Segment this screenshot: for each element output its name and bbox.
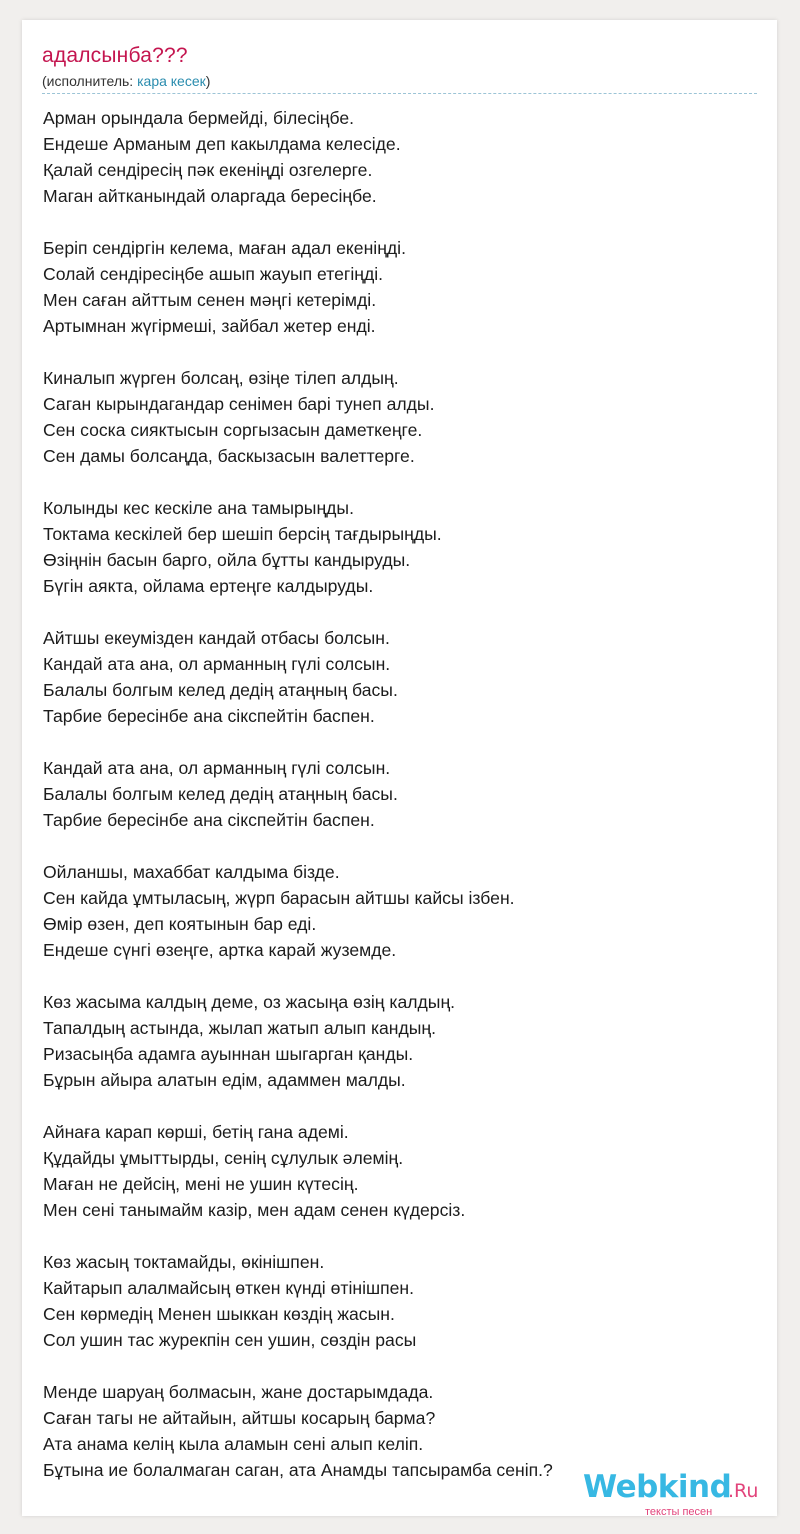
song-title: адалсынба??? [42, 44, 188, 67]
lyric-line: Токтама кескілей бер шешіп берсің тағдырыңды. [43, 524, 442, 544]
lyrics-stanza [43, 755, 763, 833]
webkind-watermark [583, 1469, 783, 1519]
lyric-line: Саған тагы не айтайын, айтшы косарың барма? [43, 1408, 436, 1428]
lyric-line: Маған не дейсің, мені не ушин күтесің. [43, 1174, 359, 1194]
lyric-line: Ендеше Арманым деп какылдама келесіде. [43, 134, 401, 154]
performer-link[interactable]: кара кесек [137, 73, 206, 89]
lyric-line: Беріп сендіргін келема, маған адал екеніңді. [43, 238, 406, 258]
lyric-line: Өзіңнін басын барго, ойла бұтты кандыруды. [43, 550, 411, 570]
lyrics-stanza [43, 625, 763, 729]
lyric-line: Солай сендіресіңбе ашып жауып етегіңді. [43, 264, 384, 284]
lyric-line: Қалай сендіресің пәк екеніңді озгелерге. [43, 160, 373, 180]
lyric-line: Бұтына ие болалмаган саган, ата Анамды тапсырамба сеніп.? [43, 1460, 553, 1480]
lyrics-stanza [43, 235, 763, 339]
lyric-line: Ендеше сүнгі өзеңге, артка карай жуземде. [43, 940, 397, 960]
title-divider [42, 93, 757, 94]
watermark-brand: Webkind [583, 1469, 732, 1505]
lyric-line: Сен кайда ұмтыласың, жүрп барасын айтшы кайсы ізбен. [43, 888, 515, 908]
lyric-line: Мен сені танымайм казір, мен адам сенен күдерсіз. [43, 1200, 466, 1220]
lyrics-stanza [43, 1119, 763, 1223]
lyric-line: Тарбие бересінбе ана сікспейтін баспен. [43, 810, 375, 830]
lyric-line: Көз жасыма калдың деме, оз жасыңа өзің калдың. [43, 992, 456, 1012]
lyric-line: Кандай ата ана, ол арманның гүлі солсын. [43, 758, 391, 778]
watermark-tagline: тексты песен [645, 1506, 713, 1518]
lyric-line: Тарбие бересінбе ана сікспейтін баспен. [43, 706, 375, 726]
lyrics-stanza [43, 365, 763, 469]
lyric-line: Айнаға карап көрші, бетің гана адемі. [43, 1122, 349, 1142]
lyrics-stanza [43, 495, 763, 599]
performer-suffix: ) [205, 73, 211, 89]
lyric-line: Айтшы екеумізден кандай отбасы болсын. [43, 628, 390, 648]
lyric-line: Бұрын айыра алатын едім, адаммен малды. [43, 1070, 406, 1090]
lyrics-stanza [43, 105, 763, 209]
lyric-line: Көз жасың токтамайды, өкінішпен. [43, 1252, 325, 1272]
lyric-line: Арман орындала бермейді, білесіңбе. [43, 108, 355, 128]
lyrics-stanza [43, 1379, 763, 1483]
lyric-line: Сен көрмедің Менен шыккан көздің жасын. [43, 1304, 395, 1324]
lyric-line: Балалы болгым келед дедің атаңның басы. [43, 784, 398, 804]
lyrics-stanza [43, 1249, 763, 1353]
lyric-line: Кайтарып алалмайсың өткен күнді өтінішпен. [43, 1278, 415, 1298]
watermark-tld: .Ru [728, 1480, 759, 1502]
lyric-line: Тапалдың астында, жылап жатып алып кандың. [43, 1018, 437, 1038]
lyric-line: Ата анама келің кыла аламын сені алып келіп. [43, 1434, 424, 1454]
lyric-line: Саган кырындагандар сенімен барі тунеп алды. [43, 394, 435, 414]
lyrics-stanza [43, 989, 763, 1093]
lyric-line: Мен саған айттым сенен мәңгі кетерімді. [43, 290, 377, 310]
lyric-line: Менде шаруаң болмасын, жане достарымдада. [43, 1382, 434, 1402]
lyric-line: Балалы болгым келед дедің атаңның басы. [43, 680, 398, 700]
performer-prefix: (исполнитель: [42, 73, 138, 89]
lyrics-stanza [43, 859, 763, 963]
lyric-line: Құдайды ұмыттырды, сенің сұлулык әлемің. [43, 1148, 404, 1168]
lyrics-card [22, 20, 777, 1516]
lyric-line: Колынды кес кескіле ана тамырыңды. [43, 498, 354, 518]
lyric-line: Маган айтканындай оларгада бересіңбе. [43, 186, 377, 206]
lyric-line: Өмір өзен, деп коятынын бар еді. [43, 914, 317, 934]
lyric-line: Сол ушин тас журекпін сен ушин, сөздін расы [43, 1330, 417, 1350]
performer-line [42, 73, 210, 89]
lyric-line: Бүгін аякта, ойлама ертеңге калдыруды. [43, 576, 374, 596]
lyric-line: Сен соска сияктысын соргызасын даметкеңге. [43, 420, 423, 440]
lyric-line: Ойланшы, махаббат калдыма бізде. [43, 862, 340, 882]
lyric-line: Киналып жүрген болсаң, өзіңе тілеп алдың. [43, 368, 399, 388]
lyric-line: Ризасыңба адамга ауыннан шыгарган қанды. [43, 1044, 414, 1064]
lyric-line: Артымнан жүгірмеші, зайбал жетер енді. [43, 316, 376, 336]
lyric-line: Кандай ата ана, ол арманның гүлі солсын. [43, 654, 391, 674]
lyric-line: Сен дамы болсаңда, баскызасын валеттерге. [43, 446, 415, 466]
lyrics-body [43, 105, 763, 1509]
